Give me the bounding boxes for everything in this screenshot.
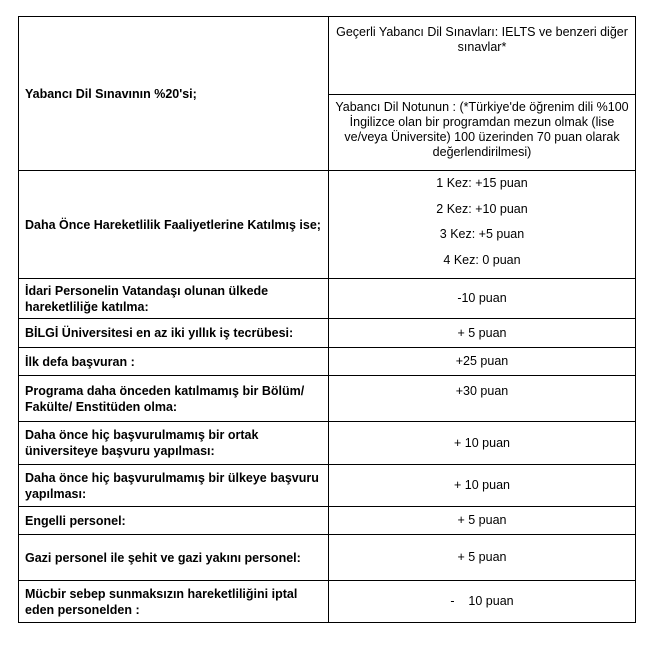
table-row: [19, 319, 636, 348]
row-label: Gazi personel ile şehit ve gazi yakını personel:: [19, 535, 329, 581]
table-row: [19, 279, 636, 319]
table-row: [19, 535, 636, 581]
row-value: +25 puan: [329, 348, 636, 376]
row-value: + 10 puan: [329, 465, 636, 507]
row-value: + 5 puan: [329, 507, 636, 535]
score-line: 4 Kez: 0 puan: [443, 252, 521, 267]
row-label: Programa daha önceden katılmamış bir Bölüm/ Fakülte/ Enstitüden olma:: [19, 376, 329, 422]
score-line: 1 Kez: +15 puan: [436, 176, 528, 190]
row-value: +30 puan: [329, 376, 636, 422]
table-row: [19, 465, 636, 507]
row-label: İdari Personelin Vatandaşı olunan ülkede hareketliliğe katılma:: [19, 279, 329, 319]
table-row: [19, 17, 636, 95]
table-row: [19, 581, 636, 623]
row-label: Daha önce hiç başvurulmamış bir ülkeye başvuru yapılması:: [19, 465, 329, 507]
row-value: [329, 171, 636, 279]
score-line: 2 Kez: +10 puan: [436, 201, 528, 216]
table-row: [19, 422, 636, 465]
row-value: -10 puan: [329, 279, 636, 319]
criteria-table: [18, 16, 636, 623]
table-row: [19, 348, 636, 376]
row-label: Yabancı Dil Sınavının %20'si;: [19, 17, 329, 171]
row-label: Mücbir sebep sunmaksızın hareketliliğini iptal eden personelden :: [19, 581, 329, 623]
row-value: + 5 puan: [329, 319, 636, 348]
row-value: Geçerli Yabancı Dil Sınavları: IELTS ve benzeri diğer sınavlar*: [329, 17, 636, 95]
score-line: 3 Kez: +5 puan: [439, 227, 525, 241]
row-value: + 10 puan: [329, 422, 636, 465]
row-value: Yabancı Dil Notunun : (*Türkiye'de öğrenim dili %100 İngilizce olan bir programdan mezun olmak (lise ve/veya Üniversite) 100 üzerinden 70 puan olarak değerlendirilmesi): [329, 95, 636, 171]
row-label: Daha Önce Hareketlilik Faaliyetlerine Katılmış ise;: [19, 171, 329, 279]
row-value: - 10 puan: [329, 581, 636, 623]
table-row: [19, 376, 636, 422]
row-label: BİLGİ Üniversitesi en az iki yıllık iş tecrübesi:: [19, 319, 329, 348]
table-row: [19, 507, 636, 535]
row-label: Daha önce hiç başvurulmamış bir ortak üniversiteye başvuru yapılması:: [19, 422, 329, 465]
row-label: İlk defa başvuran :: [19, 348, 329, 376]
row-value: + 5 puan: [329, 535, 636, 581]
row-label: Engelli personel:: [19, 507, 329, 535]
table-row: [19, 171, 636, 279]
